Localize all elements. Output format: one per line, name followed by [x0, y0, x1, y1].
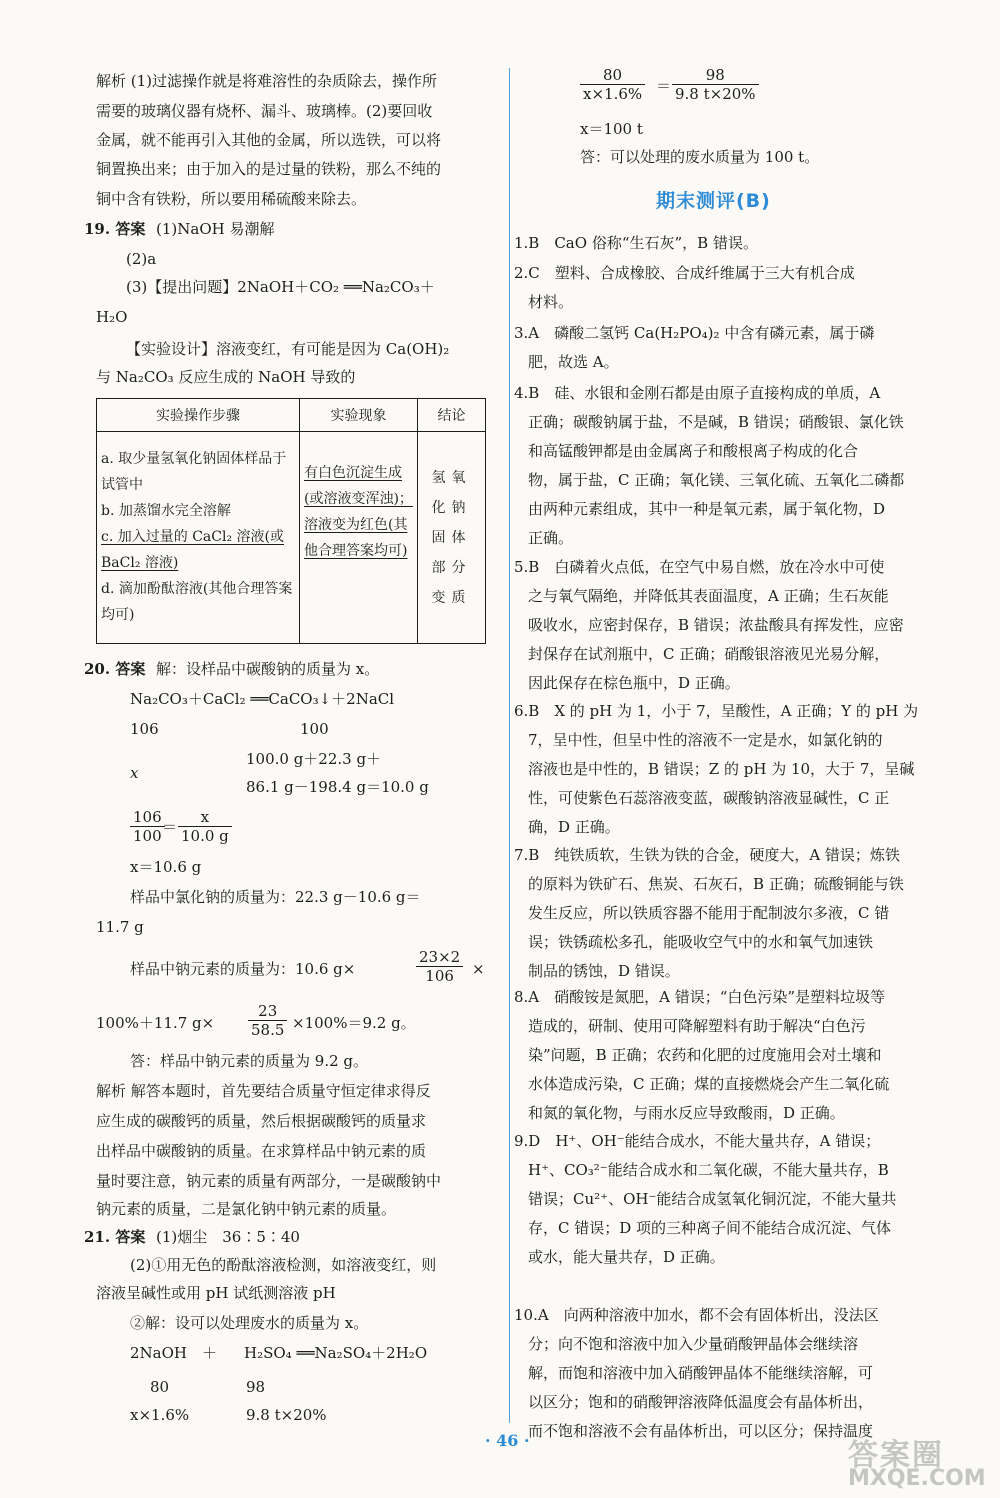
q20-fraction-a: $\frac{106}{100}$ [130, 808, 165, 845]
answer-item-continuation: 或水，能大量共存，D 正确。 [528, 1248, 725, 1266]
phenomenon: 有白色沉淀生成(或溶液变浑浊)； [304, 465, 413, 507]
section-title: 期末测评(B) [656, 190, 771, 212]
q20-x-result: x＝10.6 g [130, 858, 202, 876]
answer-item-continuation: 误；铁锈疏松多孔，能吸收空气中的水和氧气加速铁 [528, 933, 874, 951]
answer-item-continuation: 造成的，研制、使用可降解塑料有助于解决“白色污 [528, 1017, 866, 1035]
answer-item: 2.C 塑料、合成橡胶、合成纤维属于三大有机合成 [514, 264, 855, 282]
answer-item-continuation: 和氮的氧化物，与雨水反应导致酸雨，D 正确。 [528, 1104, 845, 1122]
q20-analysis: 量时要注意，钠元素的质量有两部分，一是碳酸钠中 [96, 1172, 442, 1190]
q20-na-2-suffix: ×100%＝9.2 g。 [292, 1014, 416, 1032]
q20-na-fraction-1: $\frac{23\times 2}{106}$ [416, 948, 463, 985]
q21-answer-2b: 溶液呈碱性或用 pH 试纸测溶液 pH [96, 1284, 336, 1302]
answer-item-continuation: 水体造成污染，C 正确；煤的直接燃烧会产生二氧化硫 [528, 1075, 890, 1093]
q19-design-1: 【实验设计】溶液变红，有可能是因为 Ca(OH)₂ [126, 340, 450, 358]
q20-head: 20. 答案 [84, 660, 146, 678]
answer-item: 7.B 纯铁质软，生铁为铁的合金，硬度大，A 错误；炼铁 [514, 846, 900, 864]
watermark [848, 1430, 986, 1491]
answer-item-continuation: 的原料为铁矿石、焦炭、石灰石，B 正确；硫酸铜能与铁 [528, 875, 904, 893]
right-x-result: x＝100 t [580, 120, 643, 138]
answer-item-continuation: 封保存在试剂瓶中，C 正确；硝酸银溶液见光易分解， [528, 645, 890, 663]
answer-item-continuation: 性，可使紫色石蕊溶液变蓝，碳酸钠溶液显碱性，C 正 [528, 789, 890, 807]
q20-equation: Na₂CO₃＋CaCl₂ ══CaCO₃↓＋2NaCl [130, 690, 395, 708]
answer-item-continuation: 溶液也是中性的，B 错误；Z 的 pH 为 10，大于 7，呈碱 [528, 760, 915, 778]
answer-item: 10.A 向两种溶液中加水，都不会有固体析出，没法区 [514, 1306, 879, 1324]
q21-equation-left: 2NaOH ＋ [130, 1344, 217, 1362]
q20-na-2: 100%＋11.7 g× [96, 1014, 215, 1032]
answer-item-continuation: 正确。 [528, 529, 574, 547]
answer-item-continuation: 发生反应，所以铁质容器不能用于配制波尔多液，C 错 [528, 904, 890, 922]
q19-answer-3b: H₂O [96, 308, 128, 326]
right-fraction-2: $\frac{98}{9.8 t\times 20\%}$ [672, 66, 759, 103]
q20-x: x [130, 764, 139, 782]
q20-calc-1: 100.0 g＋22.3 g＋ [246, 750, 382, 768]
q20-molar-2: 100 [300, 720, 329, 738]
analysis-18-line: 解析 (1)过滤操作就是将难溶性的杂质除去，操作所 [96, 72, 438, 90]
answer-item: 1.B CaO 俗称“生石灰”，B 错误。 [514, 234, 758, 252]
answer-item-continuation: 由两种元素组成，其中一种是氧元素，属于氧化物，D [528, 500, 886, 518]
q20-fraction-b: $\frac{x}{10.0 g}$ [178, 808, 232, 845]
answer-item-continuation: 之与氧气隔绝，并降低其表面温度，A 正确；生石灰能 [528, 587, 889, 605]
analysis-18-line: 铜中含有铁粉，所以要用稀硫酸来除去。 [96, 190, 367, 208]
answer-item: 8.A 硝酸铵是氮肥，A 错误；“白色污染”是塑料垃圾等 [514, 988, 886, 1006]
watermark-url: MXQE.COM [848, 1466, 986, 1491]
analysis-18-line: 金属，就不能再引入其他的金属，所以选铁，可以将 [96, 131, 442, 149]
answer-item-continuation: 错误；Cu²⁺、OH⁻能结合成氢氧化铜沉淀，不能大量共 [528, 1190, 897, 1208]
q19-head: 19. 答案 [84, 220, 146, 238]
q20-na-1: 样品中钠元素的质量为：10.6 g× [130, 960, 356, 978]
answer-item-continuation: 而不饱和溶液不会有晶体析出，可以区分；保持温度 [528, 1422, 874, 1440]
q21-head: 21. 答案 [84, 1228, 146, 1246]
right-eqsign: ＝ [656, 77, 672, 95]
answer-item-continuation: 吸收水，应密封保存，B 错误；浓盐酸具有挥发性，应密 [528, 616, 904, 634]
answer-item-continuation: 分；向不饱和溶液中加入少量硝酸钾晶体会继续溶 [528, 1335, 859, 1353]
q21-equation-right: H₂SO₄ ══Na₂SO₄＋2H₂O [244, 1344, 428, 1362]
answer-item-continuation: 确，D 正确。 [528, 818, 620, 836]
answer-item: 5.B 白磷着火点低，在空气中易自燃，放在冷水中可使 [514, 558, 885, 576]
q21-value-2: 9.8 t×20% [246, 1406, 327, 1424]
q20-molar-1: 106 [130, 720, 159, 738]
answer-item-continuation: 肥，故选 A。 [528, 353, 619, 371]
answer-item-continuation: 正确；碳酸钠属于盐，不是碱，B 错误；硝酸银、氯化铁 [528, 413, 904, 431]
answer-item-continuation: H⁺、CO₃²⁻能结合成水和二氧化碳，不能大量共存，B [528, 1161, 889, 1179]
answer-item-continuation: 解，而饱和溶液中加入硝酸钾晶体不能继续溶解，可 [528, 1364, 874, 1382]
q20-intro: 解：设样品中碳酸钠的质量为 x。 [156, 660, 380, 678]
q19-design-2: 与 Na₂CO₃ 反应生成的 NaOH 导致的 [96, 368, 356, 386]
table-header: 结论 [418, 399, 486, 432]
answer-item-continuation: 染”问题，B 正确；农药和化肥的过度施用会对土壤和 [528, 1046, 882, 1064]
answer-item: 4.B 硅、水银和金刚石都是由原子直接构成的单质，A [514, 384, 881, 402]
answer-item-continuation: 和高锰酸钾都是由金属离子和酸根离子构成的化合 [528, 442, 859, 460]
q21-value-1: x×1.6% [130, 1406, 190, 1424]
table-header: 实验现象 [300, 399, 418, 432]
q21-answer-1: (1)烟尘 36∶5∶40 [156, 1228, 300, 1246]
phenomenon: 溶液变为红色(其他合理答案均可) [304, 517, 408, 559]
step: d. 滴加酚酞溶液(其他合理答案均可) [101, 581, 293, 623]
q20-eqsign: ＝ [162, 818, 178, 836]
right-fraction-1: $\frac{80}{x\times 1.6\%}$ [580, 66, 645, 103]
q19-answer-1: (1)NaOH 易潮解 [156, 220, 275, 238]
q20-na-fraction-2: $\frac{23}{58.5}$ [248, 1002, 287, 1039]
q20-analysis: 解析 解答本题时，首先要结合质量守恒定律求得反 [96, 1082, 431, 1100]
answer-item-continuation: 以区分；饱和的硝酸钾溶液降低温度会有晶体析出， [528, 1393, 874, 1411]
analysis-18-line: 需要的玻璃仪器有烧杯、漏斗、玻璃棒。(2)要回收 [96, 102, 433, 120]
q20-analysis: 应生成的碳酸钙的质量，然后根据碳酸钙的质量求 [96, 1112, 427, 1130]
answer-item-continuation: 制品的锈蚀，D 错误。 [528, 962, 680, 980]
table-cell-steps [97, 432, 300, 644]
analysis-18-line: 铜置换出来；由于加入的是过量的铁粉，那么不纯的 [96, 160, 442, 178]
table-cell-conclusion: 氢氧化钠固体部分变质 [418, 432, 486, 644]
answer-item-continuation: 物，属于盐，C 正确；氧化镁、三氧化硫、五氧化二磷都 [528, 471, 905, 489]
q20-calc-2: 86.1 g－198.4 g＝10.0 g [246, 778, 429, 796]
answer-item: 6.B X 的 pH 为 1，小于 7，呈酸性，A 正确；Y 的 pH 为 [514, 702, 919, 720]
q21-molar-1: 80 [150, 1378, 170, 1396]
experiment-table [96, 398, 486, 644]
q20-nacl-1: 样品中氯化钠的质量为：22.3 g－10.6 g＝ [130, 888, 421, 906]
q21-molar-2: 98 [246, 1378, 266, 1396]
q20-analysis: 出样品中碳酸钠的质量。在求算样品中钠元素的质 [96, 1142, 427, 1160]
answer-item-continuation: 因此保存在棕色瓶中，D 正确。 [528, 674, 740, 692]
q20-analysis: 钠元素的质量，二是氯化钠中钠元素的质量。 [96, 1200, 397, 1218]
step: c. 加入过量的 CaCl₂ 溶液(或 BaCl₂ 溶液) [101, 529, 284, 571]
answer-item-continuation: 存，C 错误；D 项的三种离子间不能结合成沉淀、气体 [528, 1219, 892, 1237]
watermark-logo: 答案圈 [848, 1438, 944, 1473]
answer-item: 3.A 磷酸二氢钙 Ca(H₂PO₄)₂ 中含有磷元素，属于磷 [514, 324, 875, 342]
q20-times: × [472, 960, 485, 978]
step: b. 加蒸馏水完全溶解 [101, 503, 231, 519]
q19-answer-2: (2)a [126, 250, 157, 268]
q19-answer-3: (3)【提出问题】2NaOH＋CO₂ ══Na₂CO₃＋ [126, 278, 435, 296]
q21-answer-2c: ②解：设可以处理废水的质量为 x。 [130, 1314, 369, 1332]
column-divider [509, 68, 510, 1423]
answer-item: 9.D H⁺、OH⁻能结合成水，不能大量共存，A 错误； [514, 1132, 881, 1150]
page-number: · 46 · [485, 1431, 530, 1450]
q20-nacl-2: 11.7 g [96, 918, 144, 936]
right-answer: 答：可以处理的废水质量为 100 t。 [580, 148, 820, 166]
table-header: 实验操作步骤 [97, 399, 300, 432]
q21-answer-2: (2)①用无色的酚酞溶液检测，如溶液变红，则 [130, 1256, 437, 1274]
step: a. 取少量氢氧化钠固体样品于试管中 [101, 451, 287, 493]
q20-answer: 答：样品中钠元素的质量为 9.2 g。 [130, 1052, 368, 1070]
answer-item-continuation: 7，呈中性，但呈中性的溶液不一定是水，如氯化钠的 [528, 731, 883, 749]
table-cell-phenomena [300, 432, 418, 644]
answer-item-continuation: 材料。 [528, 293, 574, 311]
